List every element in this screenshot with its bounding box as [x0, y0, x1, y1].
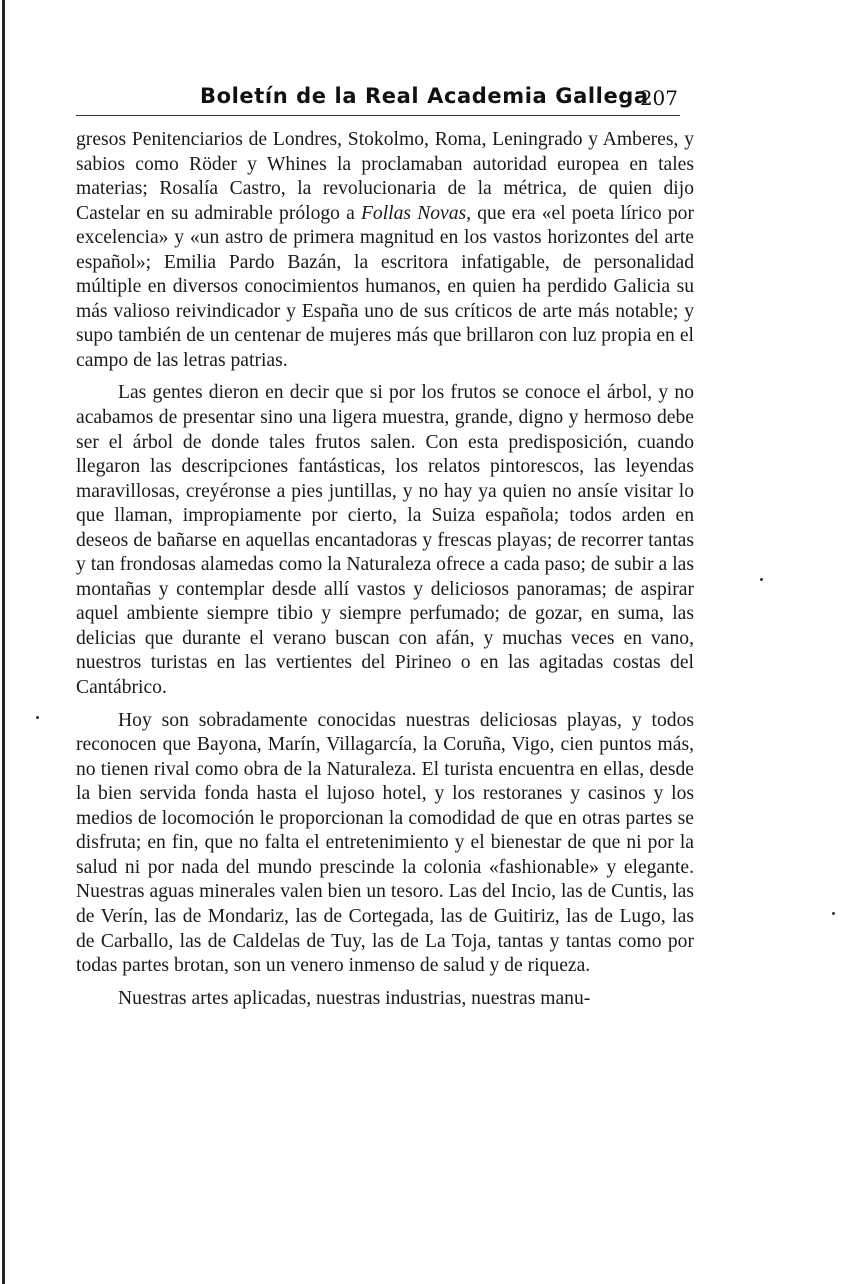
paragraph-1 — [76, 128, 694, 373]
header-rule — [76, 115, 680, 116]
print-speck — [832, 912, 835, 915]
paragraph-1-part-b: que era «el poeta lírico por excelencia» y «un astro de primera magnitud en los vastos horizontes del arte español»; Emilia Pardo Bazán, la escritora infatigable, de personalidad múltiple en diversos conocimientos humanos, en quien ha perdido Galicia su más valioso reivindicador y España uno de sus críticos de arte más notable; y supo también de un centenar de mujeres más que brillaron con luz propia en el campo de las letras patrias. — [76, 202, 694, 371]
book-title-follas-novas: Follas Novas, — [360, 202, 472, 224]
journal-title: Boletín de la Real Academia Gallega — [200, 84, 649, 108]
print-speck — [760, 578, 763, 581]
page-number: 207 — [639, 86, 678, 110]
paragraph-2: Las gentes dieron en decir que si por los frutos se conoce el árbol, y no acabamos de presentar sino una ligera muestra, grande, digno y hermoso debe ser el árbol de donde tales frutos salen. Con esta predisposición, cuando llegaron las descripciones fantásticas, los relatos pintorescos, las leyendas maravillosas, creyéronse a pies juntillas, y no hay ya quien no ansíe visitar lo que llaman, impropiamente por cierto, la Suiza española; todos arden en deseos de bañarse en aquellas encantadoras y frescas playas; de recorrer tantas y tan frondosas alamedas como la Naturaleza ofrece a cada paso; de subir a las montañas y contemplar desde allí vastos y deliciosos panoramas; de aspirar aquel ambiente siempre tibio y siempre perfumado; de gozar, en suma, las delicias que durante el verano buscan con afán, y muchas veces en vano, nuestros turistas en las vertientes del Pirineo o en las agitadas costas del Cantábrico. — [76, 382, 694, 699]
print-speck — [36, 716, 39, 719]
running-header — [76, 84, 680, 114]
paragraph-3: Hoy son sobradamente conocidas nuestras deliciosas playas, y todos reconocen que Bayona, Marín, Villagarcía, la Coruña, Vigo, cien puntos más, no tienen rival como obra de la Naturaleza. El turista encuentra en ellas, desde la bien servida fonda hasta el lujoso hotel, y los restoranes y casinos y los medios de locomoción le proporcionan la comodidad de que en otras partes se disfruta; en fin, que no falta el entretenimiento y el bienestar de que ni por la salud ni por nada del mundo prescinde la colonia «fashionable» y elegante. Nuestras aguas minerales valen bien un tesoro. Las del Incio, las de Cuntis, las de Verín, las de Mondariz, las de Cortegada, las de Guitiriz, las de Lugo, las de Carballo, las de Caldelas de Tuy, las de La Toja, tantas y tantas como por todas partes brotan, son un venero inmenso de salud y de riqueza. — [76, 709, 694, 977]
paragraph-4: Nuestras artes aplicadas, nuestras industrias, nuestras manu- — [118, 987, 591, 1009]
page-edge-rule — [2, 0, 5, 1284]
paragraph-1-part-a: gresos Penitenciarios de Londres, Stokolmo, Roma, Leningrado y Amberes, y sabios como Röder y Whines la proclamaban autoridad europea en tales materias; Rosalía Castro, la revolucionaria de la métrica, de quien dijo Castelar en su admirable prólogo a — [76, 129, 694, 224]
body-text — [76, 128, 694, 1011]
